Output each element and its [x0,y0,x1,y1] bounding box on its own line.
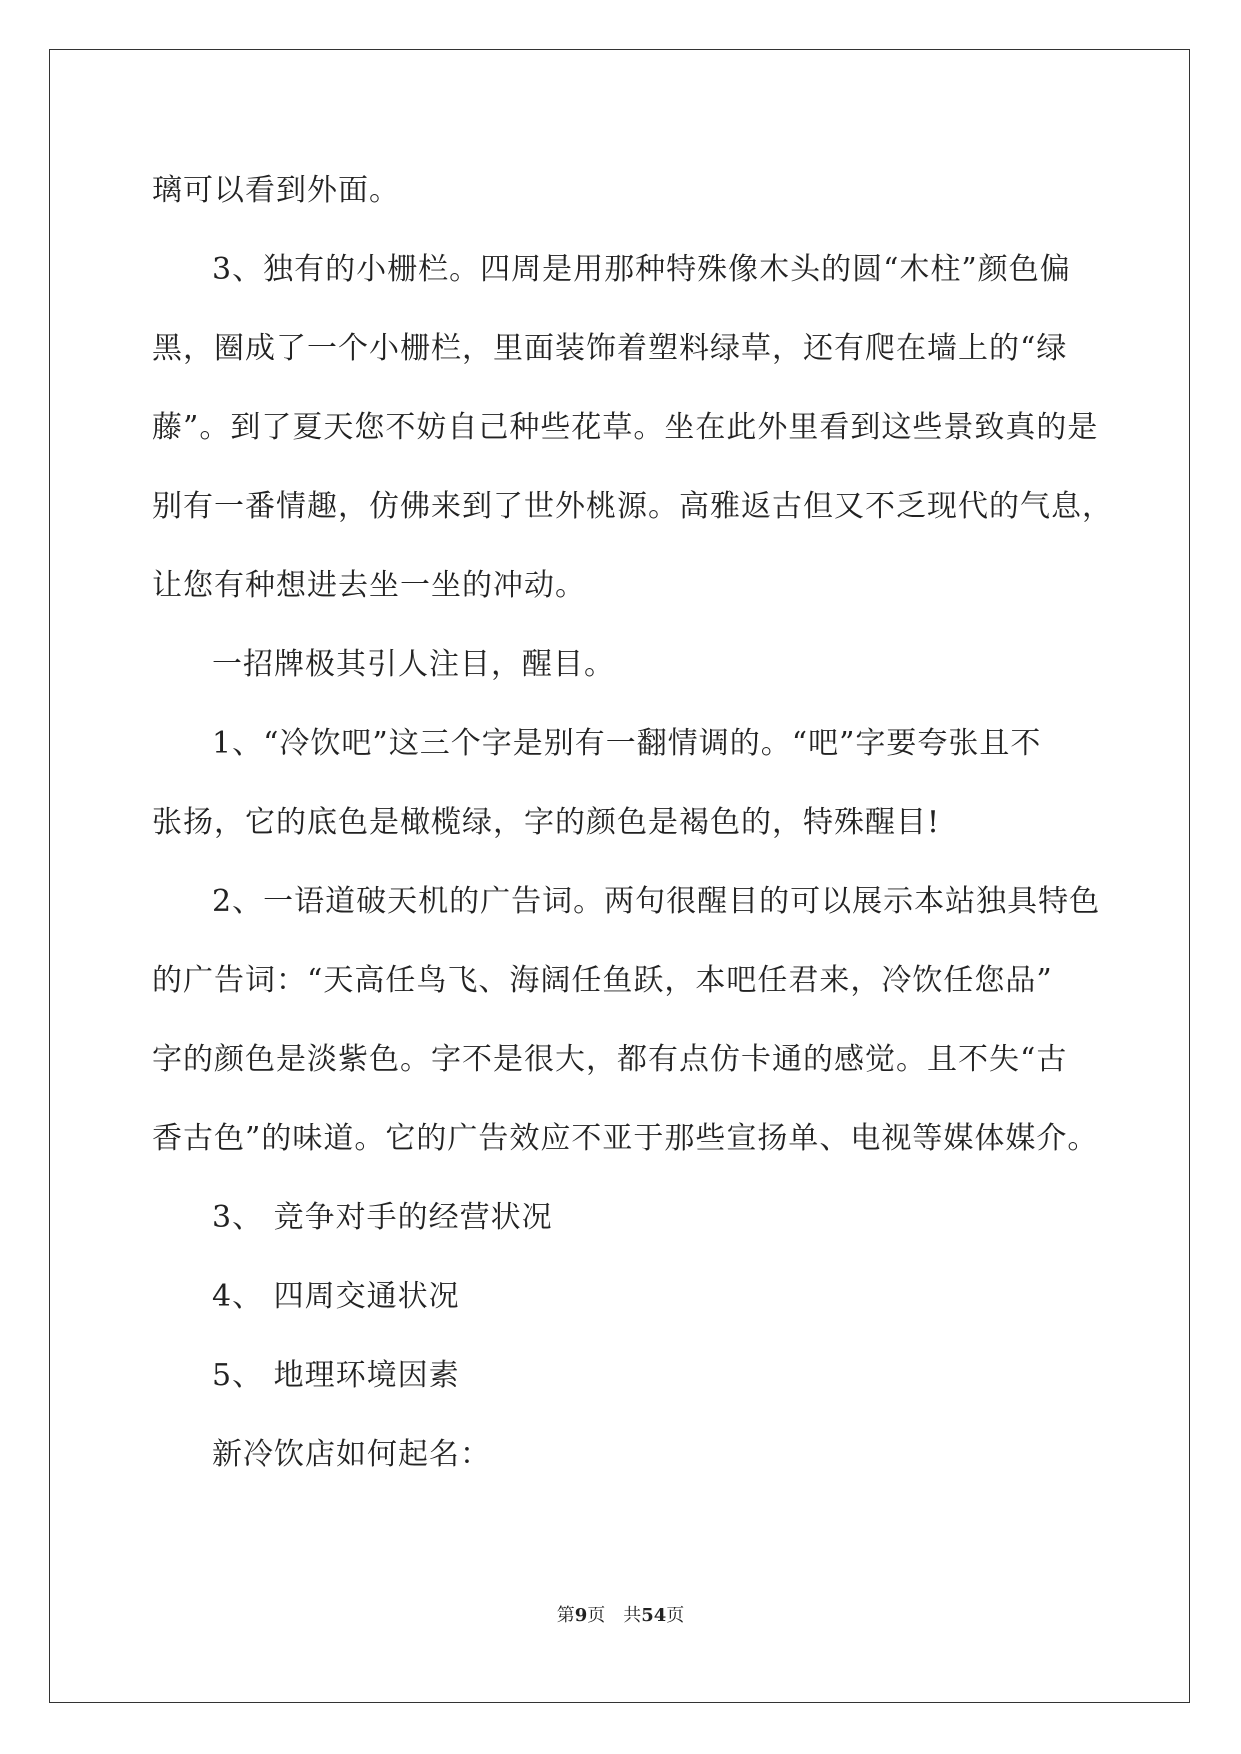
text-line: 3、独有的小栅栏。四周是用那种特殊像木头的圆“木柱”颜色偏 [212,252,1071,287]
text-line: 别有一番情趣，仿佛来到了世外桃源。高雅返古但又不乏现代的气息， [152,489,1113,524]
page-number-prefix: 第 [556,1605,575,1626]
text-line: 新冷饮店如何起名： [212,1437,491,1472]
page-total-prefix: 共 [623,1605,642,1626]
text-line: 香古色”的味道。它的广告效应不亚于那些宣扬单、电视等媒体媒介。 [152,1121,1099,1156]
text-line: 黑，圈成了一个小栅栏，里面装饰着塑料绿草，还有爬在墙上的“绿 [152,331,1068,366]
text-line: 一招牌极其引人注目，醒目。 [212,647,615,682]
page-number: 9 [574,1605,588,1626]
text-line: 璃可以看到外面。 [152,173,400,208]
text-line: 2、一语道破天机的广告词。两句很醒目的可以展示本站独具特色 [212,884,1101,919]
page-total: 54 [641,1605,667,1626]
text-line: 5、 地理环境因素 [212,1358,460,1393]
text-line: 让您有种想进去坐一坐的冲动。 [152,568,586,603]
page-footer [0,1604,1241,1628]
page-number-suffix: 页 [587,1605,606,1626]
text-line: 3、 竞争对手的经营状况 [212,1200,553,1235]
text-line: 字的颜色是淡紫色。字不是很大，都有点仿卡通的感觉。且不失“古 [152,1042,1068,1077]
text-line: 4、 四周交通状况 [212,1279,460,1314]
text-line: 的广告词：“天高任鸟飞、海阔任鱼跃，本吧任君来，冷饮任您品” [152,963,1053,998]
text-line: 张扬，它的底色是橄榄绿，字的颜色是褐色的，特殊醒目! [152,805,941,840]
text-line: 1、“冷饮吧”这三个字是别有一翻情调的。“吧”字要夸张且不 [212,726,1042,761]
text-line: 藤”。到了夏天您不妨自己种些花草。坐在此外里看到这些景致真的是 [152,410,1099,445]
page-total-suffix: 页 [666,1605,685,1626]
